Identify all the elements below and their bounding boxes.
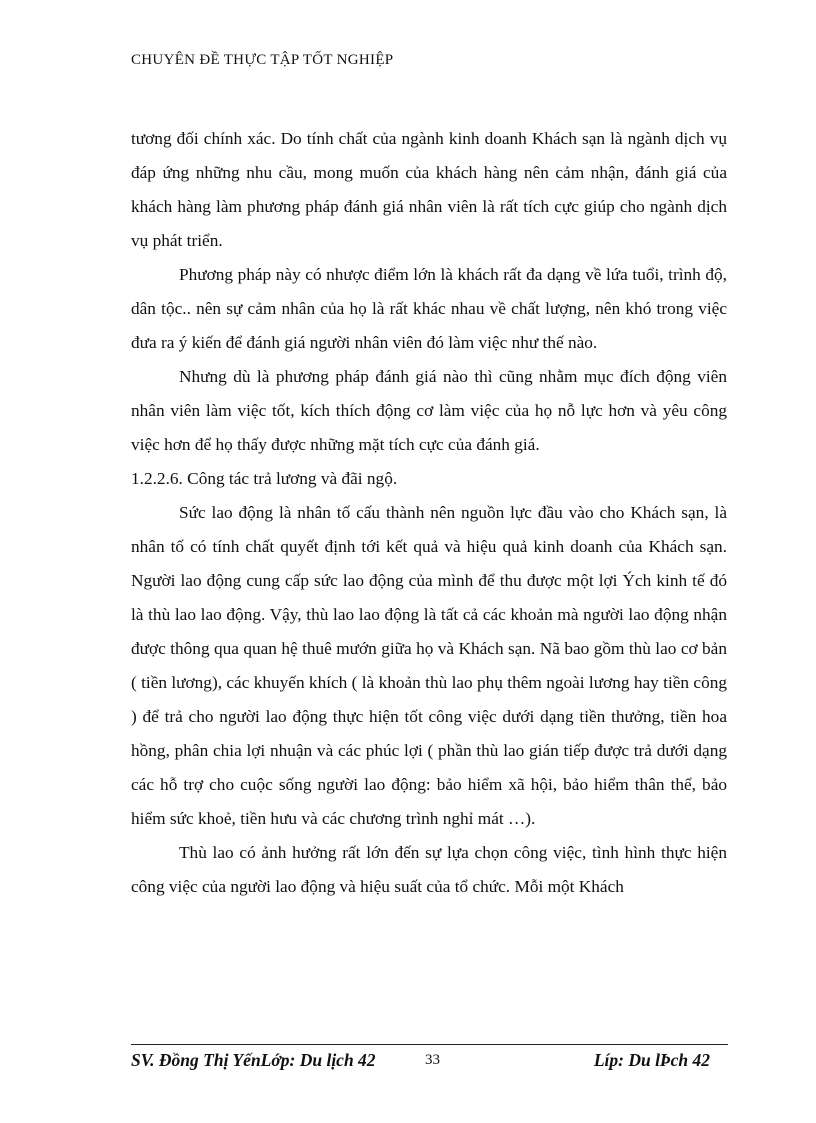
document-body [131,122,727,904]
paragraph-labor: Sức lao động là nhân tố cấu thành nên nguồn lực đầu vào cho Khách sạn, là nhân tố có tính chất quyết định tới kết quả và hiệu quả kinh doanh của Khách sạn. Người lao động cung cấp sức lao động của mình để thu được một lợi Ých kinh tế đó là thù lao lao động. Vậy, thù lao lao động là tất cả các khoản mà người lao động nhận được thông qua quan hệ thuê mướn giữa họ và Khách sạn. Nã bao gồm thù lao cơ bản ( tiền lương), các khuyến khích ( là khoản thù lao phụ thêm ngoài lương hay tiền công ) để trả cho người lao động thực hiện tốt công việc dưới dạng tiền thưởng, tiền hoa hồng, phân chia lợi nhuận và các phúc lợi ( phần thù lao gián tiếp được trả dưới dạng các hỗ trợ cho cuộc sống người lao động: bảo hiểm xã hội, bảo hiểm thân thể, bảo hiểm sức khoẻ, tiền hưu và các chương trình nghỉ mát …). [131,503,727,828]
page-footer [131,1050,728,1074]
footer-student-info: SV. Đồng Thị YếnLớp: Du lịch 42 [131,1050,376,1070]
section-heading: 1.2.2.6. Công tác trả lương và đãi ngộ. [131,469,398,488]
paragraph-disadvantage: Phương pháp này có nhược điểm lớn là khách rất đa dạng về lứa tuổi, trình độ, dân tộc.. nên sự cảm nhân của họ là rất khác nhau về chất lượng, nên khó trong việc đưa ra ý kiến để đánh giá người nhân viên đó làm việc như thế nào. [131,265,727,352]
paragraph-compensation: Thù lao có ảnh hưởng rất lớn đến sự lựa chọn công việc, tình hình thực hiện công việc của người lao động và hiệu suất của tổ chức. Mỗi một Khách [131,843,727,896]
footer-divider [131,1044,728,1045]
page-header-title: CHUYÊN ĐỀ THỰC TẬP TỐT NGHIỆP [131,52,394,68]
paragraph-continuation: tương đối chính xác. Do tính chất của ngành kinh doanh Khách sạn là ngành dịch vụ đáp ứng những nhu cầu, mong muốn của khách hàng nên cảm nhận, đánh giá của khách hàng làm phương pháp đánh giá nhân viên là rất tích cực giúp cho ngành dịch vụ phát triển. [131,129,727,250]
paragraph-purpose: Nhưng dù là phương pháp đánh giá nào thì cũng nhằm mục đích động viên nhân viên làm việc tốt, kích thích động cơ làm việc của họ nỗ lực hơn và yêu công việc hơn để họ thấy được những mặt tích cực của đánh giá. [131,367,727,454]
page-number: 33 [425,1052,440,1068]
footer-class-info: Líp: Du lÞch 42 [593,1050,710,1070]
